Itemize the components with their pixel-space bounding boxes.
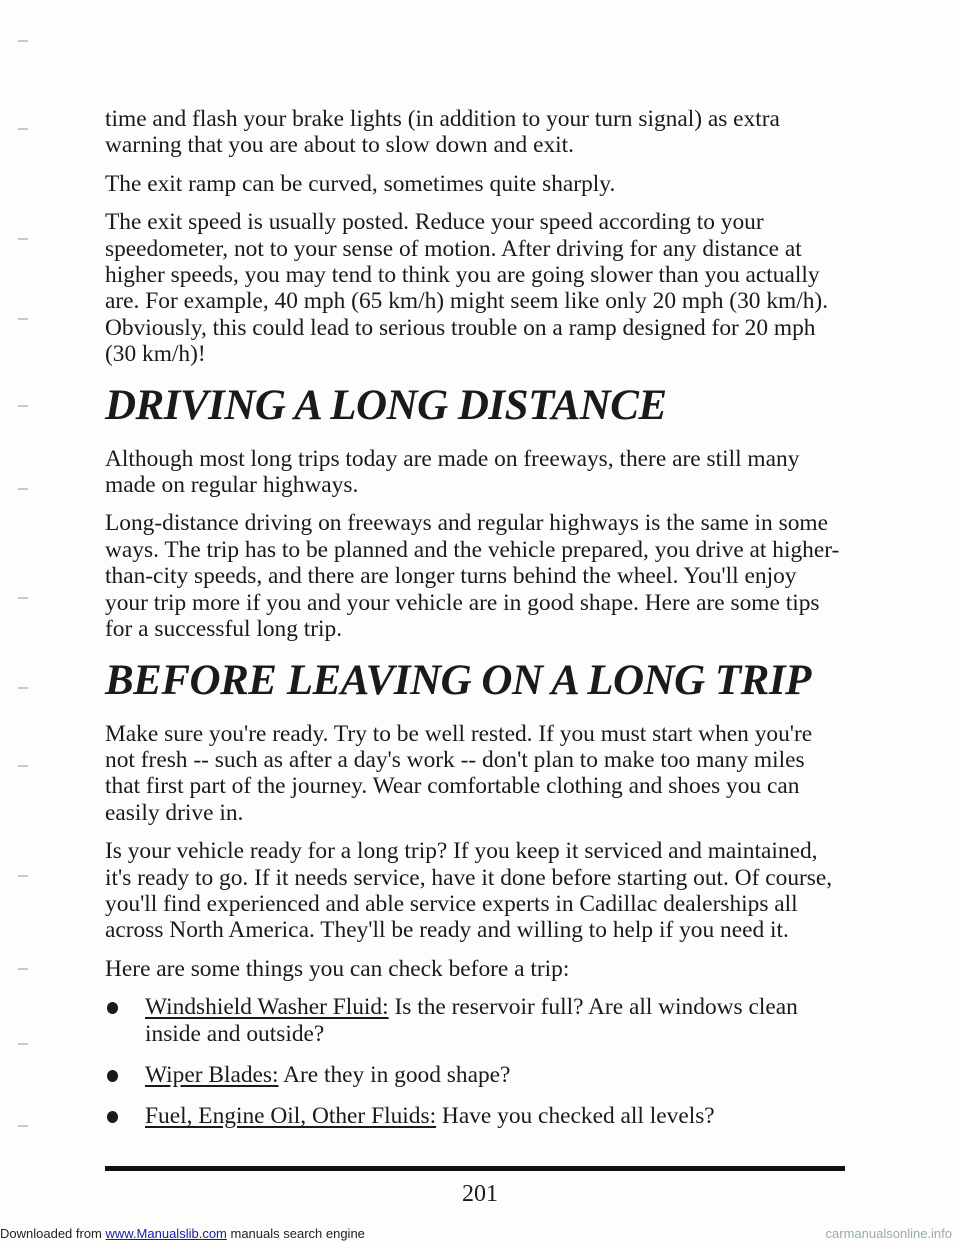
checklist-text: Are they in good shape? bbox=[278, 1062, 511, 1089]
section-heading-before-leaving: BEFORE LEAVING ON A LONG TRIP bbox=[105, 656, 811, 704]
checklist-text: Is the reservoir full? Are all windows clean inside and outside? bbox=[145, 994, 798, 1048]
bullet-icon bbox=[107, 1111, 118, 1123]
paragraph: Is your vehicle ready for a long trip? If you keep it serviced and maintained, it's ready to go. If it needs service, have it done before starting out. Of course, you'll find experienced and able service experts in Cadillac dealerships all across North America. They'll be ready and willing to help if you need it. bbox=[105, 838, 833, 944]
section-heading-driving-long-distance: DRIVING A LONG DISTANCE bbox=[105, 381, 667, 429]
margin-tick bbox=[18, 40, 28, 42]
paragraph: Here are some things you can check before a trip: bbox=[105, 955, 570, 982]
margin-tick bbox=[18, 597, 28, 599]
paragraph: Make sure you're ready. Try to be well rested. If you must start when you're not fresh -- such as after a day's work -- don't plan to make too many miles that first part of the journey. Wear comfortable clothing and shoes you can easily drive in. bbox=[105, 720, 813, 826]
margin-ticks bbox=[0, 0, 60, 1242]
margin-tick bbox=[18, 765, 28, 767]
download-footer bbox=[0, 1226, 960, 1242]
margin-tick bbox=[18, 238, 28, 240]
margin-tick bbox=[18, 318, 28, 320]
checklist-term: Fuel, Engine Oil, Other Fluids: bbox=[145, 1103, 437, 1130]
watermark: carmanualsonline.info bbox=[825, 1226, 952, 1241]
checklist-item bbox=[105, 1062, 845, 1089]
margin-tick bbox=[18, 128, 28, 130]
margin-tick bbox=[18, 405, 28, 407]
checklist-term: Windshield Washer Fluid: bbox=[145, 994, 389, 1021]
checklist-item bbox=[105, 1103, 845, 1130]
footer-rule bbox=[105, 1166, 845, 1171]
manualslib-link[interactable]: www.Manualslib.com bbox=[105, 1226, 227, 1241]
checklist-item bbox=[105, 994, 845, 1048]
bullet-icon bbox=[107, 1002, 118, 1014]
bullet-icon bbox=[107, 1070, 118, 1082]
footer-prefix: Downloaded from bbox=[0, 1226, 106, 1241]
paragraph: The exit ramp can be curved, sometimes quite sharply. bbox=[105, 170, 616, 197]
page-number: 201 bbox=[462, 1181, 498, 1207]
checklist-term: Wiper Blades: bbox=[145, 1062, 279, 1089]
margin-tick bbox=[18, 968, 28, 970]
footer-suffix: manuals search engine bbox=[226, 1226, 365, 1241]
margin-tick bbox=[18, 875, 28, 877]
margin-tick bbox=[18, 488, 28, 490]
margin-tick bbox=[18, 1125, 28, 1127]
paragraph: Long-distance driving on freeways and regular highways is the same in some ways. The trip has to be planned and the vehicle prepared, you drive at higher-than-city speeds, and there are longer turns behind the wheel. You'll enjoy your trip more if you and your vehicle are in good shape. Here are some tips for a successful long trip. bbox=[105, 510, 840, 643]
margin-tick bbox=[18, 1043, 28, 1045]
checklist-text: Have you checked all levels? bbox=[436, 1103, 715, 1130]
trip-checklist bbox=[105, 994, 845, 1130]
footer-credit bbox=[0, 1226, 365, 1242]
page-content bbox=[105, 106, 845, 1144]
paragraph: Although most long trips today are made on freeways, there are still many made on regular highways. bbox=[105, 445, 800, 499]
paragraph: The exit speed is usually posted. Reduce your speed according to your speedometer, not to your sense of motion. After driving for any distance at higher speeds, you may tend to think you are going slower than you actually are. For example, 40 mph (65 km/h) might seem like only 20 mph (30 km/h). Obviously, this could lead to serious trouble on a ramp designed for 20 mph (30 km/h)! bbox=[105, 209, 829, 368]
margin-tick bbox=[18, 687, 28, 689]
paragraph: time and flash your brake lights (in addition to your turn signal) as extra warning that you are about to slow down and exit. bbox=[105, 106, 780, 159]
